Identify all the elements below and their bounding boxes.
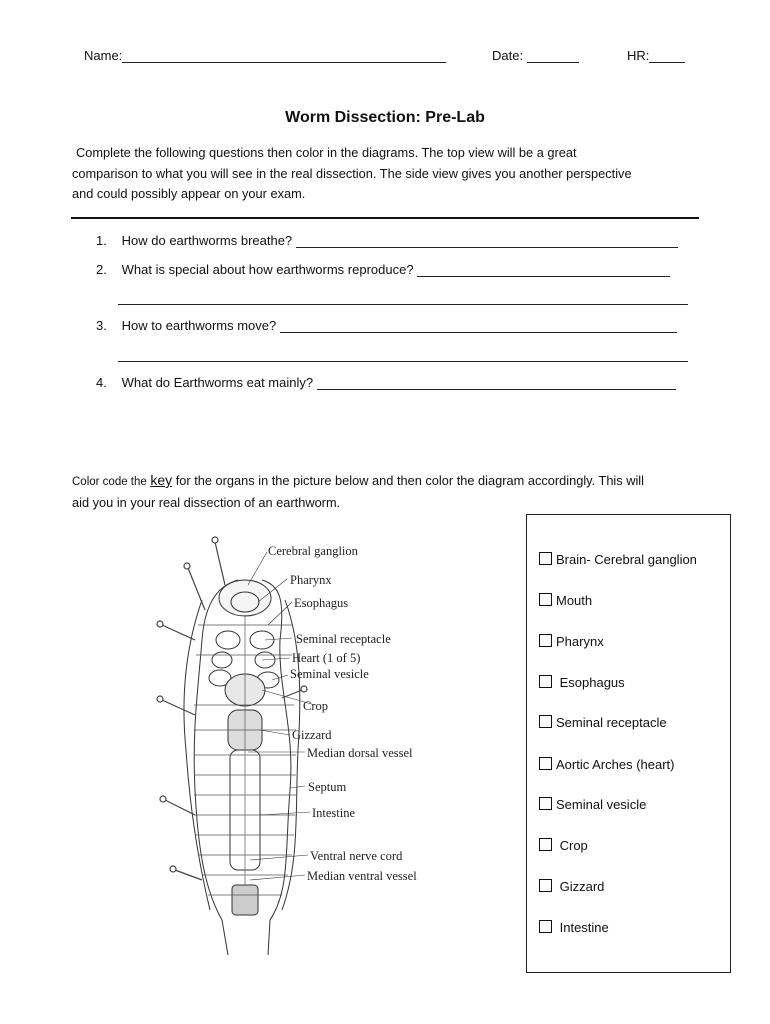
color-code-suffix: for the organs in the picture below and then color the diagram accordingly. This will	[172, 473, 644, 488]
diagram-label-cerebral-ganglion: Cerebral ganglion	[268, 544, 358, 558]
key-label: Mouth	[556, 593, 593, 608]
question-4	[96, 375, 676, 390]
key-item-brain[interactable]	[539, 552, 697, 567]
key-label: Esophagus	[556, 675, 625, 690]
checkbox-icon[interactable]	[539, 552, 552, 565]
color-code-prefix: Color code the	[72, 476, 147, 488]
answer-blank-3b[interactable]	[118, 349, 688, 362]
diagram-label-heart: Heart (1 of 5)	[292, 651, 361, 665]
key-label: Seminal vesicle	[556, 797, 647, 812]
checkbox-icon[interactable]	[539, 593, 552, 606]
diagram-label-seminal-vesicle: Seminal vesicle	[290, 667, 369, 681]
key-item-intestine[interactable]	[539, 920, 609, 935]
diagram-label-crop: Crop	[303, 699, 328, 713]
question-number: 3.	[96, 318, 107, 333]
checkbox-icon[interactable]	[539, 634, 552, 647]
date-label: Date:	[492, 48, 524, 63]
date-blank[interactable]	[527, 50, 579, 63]
question-text: How to earthworms move?	[121, 318, 277, 333]
name-blank[interactable]	[122, 50, 446, 63]
key-label: Brain- Cerebral ganglion	[556, 552, 697, 567]
key-item-gizzard[interactable]	[539, 879, 604, 894]
key-word: key	[150, 472, 173, 488]
key-item-seminal-receptacle[interactable]	[539, 715, 667, 730]
checkbox-icon[interactable]	[539, 675, 552, 688]
checkbox-icon[interactable]	[539, 797, 552, 810]
key-item-esophagus[interactable]	[539, 675, 625, 690]
key-label: Crop	[556, 838, 588, 853]
checkbox-icon[interactable]	[539, 879, 552, 892]
checkbox-icon[interactable]	[539, 920, 552, 933]
diagram-label-intestine: Intestine	[312, 806, 356, 820]
diagram-label-ventral-nerve-cord: Ventral nerve cord	[310, 849, 403, 863]
hr-blank[interactable]	[649, 50, 685, 63]
key-label: Intestine	[556, 920, 609, 935]
key-label: Pharynx	[556, 634, 604, 649]
color-key-box	[526, 514, 731, 973]
color-code-line-2: aid you in your real dissection of an earthworm.	[72, 494, 341, 510]
key-item-pharynx[interactable]	[539, 634, 604, 649]
question-text: What is special about how earthworms reproduce?	[121, 262, 414, 277]
checkbox-icon[interactable]	[539, 715, 552, 728]
answer-blank[interactable]	[417, 264, 670, 277]
diagram-label-median-ventral-vessel: Median ventral vessel	[307, 869, 417, 883]
key-label: Seminal receptacle	[556, 715, 667, 730]
hr-label: HR:	[627, 48, 650, 63]
question-number: 4.	[96, 375, 107, 390]
question-number: 2.	[96, 262, 107, 277]
color-code-paragraph	[72, 470, 644, 513]
key-item-mouth[interactable]	[539, 593, 592, 608]
question-3	[96, 318, 677, 333]
answer-blank-2b[interactable]	[118, 292, 688, 305]
intro-line-2: comparison to what you will see in the real dissection. The side view gives you another perspective	[72, 165, 632, 181]
key-item-aortic-arches[interactable]	[539, 757, 675, 772]
hr-field[interactable]	[627, 48, 685, 63]
name-field[interactable]	[84, 48, 446, 63]
worm-dissection-diagram	[150, 530, 450, 955]
date-field[interactable]	[492, 48, 579, 63]
intro-paragraph	[72, 143, 632, 205]
intro-line-1: Complete the following questions then color in the diagrams. The top view will be a great	[76, 145, 577, 160]
diagram-label-seminal-receptacle: Seminal receptacle	[296, 632, 391, 646]
checkbox-icon[interactable]	[539, 838, 552, 851]
key-item-seminal-vesicle[interactable]	[539, 797, 646, 812]
intro-line-3: and could possibly appear on your exam.	[72, 186, 306, 201]
key-label: Aortic Arches (heart)	[556, 757, 675, 772]
diagram-label-gizzard: Gizzard	[292, 728, 332, 742]
key-label: Gizzard	[556, 879, 605, 894]
question-number: 1.	[96, 233, 107, 248]
diagram-label-pharynx: Pharynx	[290, 573, 332, 587]
checkbox-icon[interactable]	[539, 757, 552, 770]
key-item-crop[interactable]	[539, 838, 588, 853]
question-1	[96, 233, 678, 248]
answer-blank[interactable]	[280, 320, 677, 333]
diagram-label-septum: Septum	[308, 780, 347, 794]
diagram-label-esophagus: Esophagus	[294, 596, 349, 610]
question-2	[96, 262, 670, 277]
question-text: How do earthworms breathe?	[121, 233, 293, 248]
diagram-label-median-dorsal-vessel: Median dorsal vessel	[307, 746, 413, 760]
page-title: Worm Dissection: Pre-Lab	[285, 109, 485, 126]
name-label: Name:	[84, 48, 123, 63]
answer-blank[interactable]	[296, 235, 678, 248]
question-text: What do Earthworms eat mainly?	[121, 375, 314, 390]
answer-blank[interactable]	[317, 377, 676, 390]
section-divider	[71, 217, 699, 219]
